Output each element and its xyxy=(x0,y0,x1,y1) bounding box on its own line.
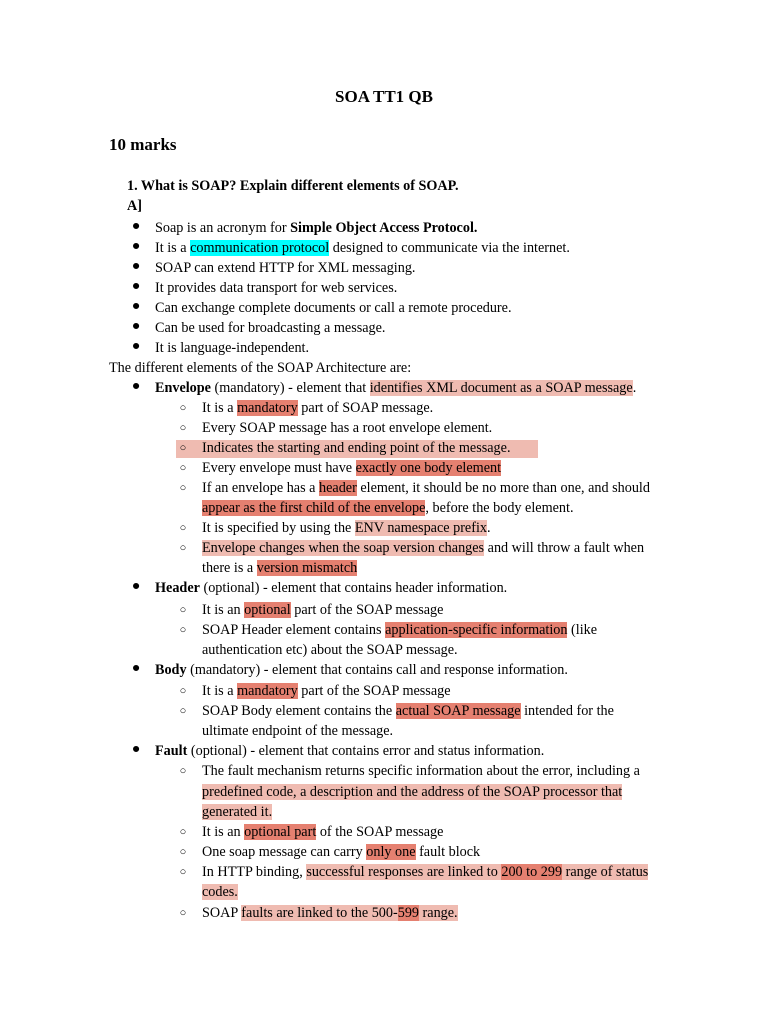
sub-bullet: ○ xyxy=(179,442,187,454)
sub-bullet: ○ xyxy=(179,866,187,878)
sub-bullet: ○ xyxy=(179,705,187,717)
answer-label: A] xyxy=(127,198,142,214)
list-item: It is specified by using the ENV namespace prefix. xyxy=(202,520,491,536)
list-item: It is language-independent. xyxy=(155,340,310,356)
list-item: SOAP faults are linked to the 500-599 range. xyxy=(202,905,458,921)
sub-bullet: ○ xyxy=(179,522,187,534)
list-item: It is an optional part of the SOAP message xyxy=(202,824,444,840)
bullet: ● xyxy=(131,238,141,254)
list-item: If an envelope has a header element, it should be no more than one, and should xyxy=(202,480,650,496)
sub-bullet: ○ xyxy=(179,482,187,494)
sub-bullet: ○ xyxy=(179,604,187,616)
list-item-continued: generated it. xyxy=(202,804,273,820)
list-item: It provides data transport for web services. xyxy=(155,280,398,296)
bullet: ● xyxy=(131,258,141,274)
sub-bullet: ○ xyxy=(179,542,187,554)
sub-bullet: ○ xyxy=(179,826,187,838)
list-item: Envelope (mandatory) - element that identifies XML document as a SOAP message. xyxy=(155,380,637,396)
list-item: It is a mandatory part of the SOAP message xyxy=(202,683,451,699)
bullet: ● xyxy=(131,660,141,676)
bullet: ● xyxy=(131,318,141,334)
bullet: ● xyxy=(131,298,141,314)
bullet: ● xyxy=(131,741,141,757)
elements-intro: The different elements of the SOAP Architecture are: xyxy=(109,360,412,376)
list-item: SOAP can extend HTTP for XML messaging. xyxy=(155,260,416,276)
list-item: Fault (optional) - element that contains error and status information. xyxy=(155,743,545,759)
section-heading: 10 marks xyxy=(109,135,177,154)
list-item-continued: codes. xyxy=(202,884,238,900)
list-item: Envelope changes when the soap version changes and will throw a fault when xyxy=(202,540,645,556)
sub-bullet: ○ xyxy=(179,624,187,636)
bullet: ● xyxy=(131,218,141,234)
bullet: ● xyxy=(131,378,141,394)
list-item-continued: there is a version mismatch xyxy=(202,560,358,576)
sub-bullet: ○ xyxy=(179,422,187,434)
list-item-continued: predefined code, a description and the address of the SOAP processor that xyxy=(202,784,623,800)
list-item: The fault mechanism returns specific information about the error, including a xyxy=(202,763,640,779)
document-title: SOA TT1 QB xyxy=(335,87,433,106)
sub-bullet: ○ xyxy=(179,462,187,474)
bullet: ● xyxy=(131,578,141,594)
bullet: ● xyxy=(131,278,141,294)
list-item-continued: authentication etc) about the SOAP message. xyxy=(202,642,458,658)
list-item: Can exchange complete documents or call a remote procedure. xyxy=(155,300,512,316)
list-item: Every envelope must have exactly one body element xyxy=(202,460,502,476)
list-item: SOAP Body element contains the actual SOAP message intended for the xyxy=(202,703,614,719)
list-item: SOAP Header element contains application-specific information (like xyxy=(202,622,598,638)
question-text: 1. What is SOAP? Explain different elements of SOAP. xyxy=(127,178,459,194)
list-item: Can be used for broadcasting a message. xyxy=(155,320,386,336)
list-item: In HTTP binding, successful responses are linked to 200 to 299 range of status xyxy=(202,864,649,880)
sub-bullet: ○ xyxy=(179,402,187,414)
list-item-continued: appear as the first child of the envelope, before the body element. xyxy=(202,500,574,516)
sub-bullet: ○ xyxy=(179,846,187,858)
list-item: Body (mandatory) - element that contains call and response information. xyxy=(155,662,568,678)
sub-bullet: ○ xyxy=(179,907,187,919)
list-item: It is an optional part of the SOAP message xyxy=(202,602,444,618)
list-item: It is a mandatory part of SOAP message. xyxy=(202,400,434,416)
sub-bullet: ○ xyxy=(179,765,187,777)
list-item: It is a communication protocol designed to communicate via the internet. xyxy=(155,240,570,256)
bullet: ● xyxy=(131,338,141,354)
list-item: Every SOAP message has a root envelope element. xyxy=(202,420,493,436)
list-item: Header (optional) - element that contains header information. xyxy=(155,580,508,596)
sub-bullet: ○ xyxy=(179,685,187,697)
list-item: One soap message can carry only one fault block xyxy=(202,844,481,860)
list-item: Soap is an acronym for Simple Object Access Protocol. xyxy=(155,220,478,236)
highlight-cyan: communication protocol xyxy=(190,240,330,256)
list-item-continued: ultimate endpoint of the message. xyxy=(202,723,394,739)
list-item: Indicates the starting and ending point of the message. xyxy=(202,440,511,456)
